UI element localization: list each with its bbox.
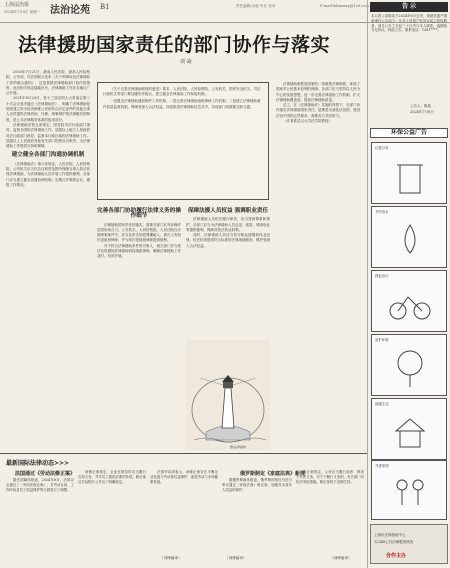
news-source: （刘博编译）	[160, 556, 182, 560]
paragraph: 据法国媒体报道，2024年6月，法国议会通过了《劳动法修正案》，对劳动合同、工作时间及员工权益保护等方面进行了调整。	[6, 478, 74, 492]
trash-bin-icon	[372, 143, 448, 205]
panel-caption: 垃圾分类	[375, 146, 389, 150]
bottom-section-title: 最新国际法律动态>>>	[6, 460, 70, 467]
box-paragraph: 一是健全法律援助通知辩护工作机制。二是完善法律援助值班律师工作机制。三是建立法律援助案件质量监督机制，保障受援人合法权益。四是推进法律援助信息共享，实现部门间数据互联互通。	[103, 99, 261, 109]
notice-body: 本人的父亲陈某于2024年6月去世，现就其遗产继承事宜公告如下：凡对上述遗产有异议或主张权利者，请自公告之日起三十日内与本人联系，逾期视为无异议。特此公告。联系电话：1381****。	[371, 14, 447, 33]
water-drop-icon	[372, 207, 448, 269]
news-1-column	[150, 470, 218, 564]
paragraph: （作者系武汉大学法学院教授）	[283, 119, 332, 124]
notice-title: 告 示	[370, 2, 448, 12]
page-number: B1	[100, 3, 110, 11]
panel-caption: 绿色出行	[375, 274, 389, 278]
article-column-3	[186, 205, 270, 335]
illustration-caption: 图/法律援助	[230, 445, 247, 449]
paragraph: 法国劳动部表示，该修正案旨在平衡企业发展与劳动者权益保护，促进劳动力市场健康发展。	[150, 470, 218, 484]
news-2-column	[222, 478, 292, 564]
paragraph: 法律援助国家责任的落实，需要各部门在具体操作层面形成合力。公安机关、人民检察院、人民法院在办理刑事案件中，应当及时告知犯罪嫌疑人、被告人有权约见值班律师，并为其约见值班律师提供便利。	[97, 222, 181, 243]
editor-email: E-mail:fzbzmzxy@126.com	[320, 4, 369, 8]
paragraph: 2003年7月21日，最高人民法院、最高人民检察院、公安部、司法部联合发布《关于刑事诉讼法律援助工作的联合通知》，这是我国法律援助部门协作的雏形，此后相关规定陆续出台，法律援助工作在各地区广泛开展。	[6, 70, 90, 96]
news-source: （刘博编译）	[330, 556, 352, 560]
panel-caption: 爱护环境	[375, 338, 389, 342]
panel-caption: 低碳生活	[375, 402, 389, 406]
paragraph: 法律援助人员依法履行职责，应当受到尊重和保护。各部门应当为法律援助人员会见、阅卷、调查取证等提供便利，保障其依法执业权利。	[186, 217, 270, 232]
lighthouse-illustration	[186, 340, 270, 450]
article-column-1	[6, 70, 90, 450]
house-icon	[372, 399, 448, 461]
ad-line: 上海市法律援助中心	[374, 533, 406, 537]
box-paragraph: 《关于完善法律援助制度的意见》要求，人民法院、人民检察院、公安机关、国家安全机关、司法行政机关等部门要加强协作配合，建立健全法律援助工作衔接机制。	[103, 87, 261, 97]
people-icon	[372, 461, 448, 519]
bicycle-icon	[372, 271, 448, 333]
cartoon-panel	[371, 270, 447, 332]
paragraph: 同时，法律援助人员应当恪守职业道德和执业纪律，依法依规提供符合标准的法律援助服务，维护受援人合法权益。	[186, 233, 270, 248]
cartoon-panel	[371, 460, 447, 520]
ad-line: 合作主办	[386, 553, 407, 559]
cartoon-panel	[371, 398, 447, 460]
article-column-2	[97, 205, 181, 450]
bottom-divider	[0, 453, 367, 454]
article-author: 项 焱	[180, 59, 192, 65]
article-column-4	[276, 82, 360, 450]
paragraph: 对于符合法律援助条件的当事人，相关部门应当依法及时通知法律援助机构指派律师，确保法律援助工作及时、有效开展。	[97, 243, 181, 259]
section-title: 法治论苑	[50, 5, 90, 16]
news-1-column	[78, 470, 146, 564]
tree-icon	[372, 335, 448, 397]
paper-name: 上海法治报	[4, 2, 30, 8]
editors-line: 责任编辑/余毅 朱非 张卓	[236, 4, 276, 8]
paragraph: 《法律援助法》第六条规定，人民法院、人民检察院、公安机关应当在各自职责范围内保障当事人依法获得法律援助，为法律援助人员开展工作提供便利。各部门应当建立健全沟通协调机制，定期召开联席会议，通报工作情况。	[6, 161, 90, 187]
news-headline-2: 俄罗斯制定《家庭法典》新规	[240, 471, 306, 477]
news-2-column	[296, 470, 364, 564]
cartoon-panel	[371, 206, 447, 268]
subheading: 完善各部门协助履行法律义务的操作细节	[97, 208, 181, 220]
paragraph: 修正案规定，父母应当履行抚养、教育子女的义务，对于不履行义务的，有关部门可依法采取措施。修正案将于近期生效。	[296, 470, 364, 484]
subheading: 建立健全各部门沟通协调机制	[11, 152, 85, 159]
paragraph: 总之，在《法律援助法》实施的背景下，各部门协作落实法律援助国家责任，是推进全面依法治国、建设法治中国的必然要求，需要各方共同努力。	[276, 103, 360, 118]
paragraph: 法律援助法第五条规定，国务院司法行政部门指导、监督全国的法律援助工作。县级以上地方人民政府司法行政部门指导、监督本行政区域的法律援助工作。县级以上人民政府其他有关部门依照各自职责，为法律援助工作提供支持和保障。	[6, 122, 90, 149]
paragraph: 该修正案规定，企业在裁员时应当履行告知义务，并对员工提供必要的补偿。修正案还对远程办公作出了明确规定。	[78, 470, 146, 484]
paragraph: 据俄罗斯媒体报道，俄罗斯国家杜马近日审议通过《家庭法典》修正案，加强对未成年人权益的保护。	[222, 478, 292, 492]
notice-signature: 公告人：陈某	[410, 104, 431, 108]
news-1-column	[6, 478, 74, 564]
issue-date: 2024年7月8日 星期一	[4, 10, 41, 14]
cartoon-title: 环保公益广告	[370, 128, 448, 138]
paragraph: 法律援助制度是国家的一项重要法律制度，体现了国家对公民基本权利的保障。各部门应当坚持以人民为中心的发展思想，进一步完善法律援助工作机制，扩大法律援助覆盖面，提高法律援助质量。	[276, 82, 360, 102]
news-source: （刘博编译）	[225, 556, 247, 560]
highlight-box	[97, 82, 269, 200]
news-headline-1: 法国通过《劳动法修正案》	[15, 471, 76, 477]
cartoon-panel	[371, 142, 447, 204]
ad-line: 12348公共法律服务热线	[374, 540, 414, 544]
cartoon-panel	[371, 334, 447, 396]
notice-date: 2024年7月8日	[410, 110, 434, 114]
panel-caption: 共建家园	[375, 464, 389, 468]
paragraph: 2021年8月20日，第十三届全国人大常委会第三十次会议表决通过《法律援助法》，明确了法律援助是国家建立的为经济困难公民和符合法定条件的其他当事人无偿提供法律咨询、代理、刑事辩护等法律服务的制度，是公共法律服务体系的组成部分。	[6, 96, 90, 122]
article-headline: 法律援助国家责任的部门协作与落实	[18, 34, 331, 56]
panel-caption: 节约用水	[375, 210, 389, 214]
subheading: 保障法援人员权益 强调职业责任	[187, 208, 269, 214]
